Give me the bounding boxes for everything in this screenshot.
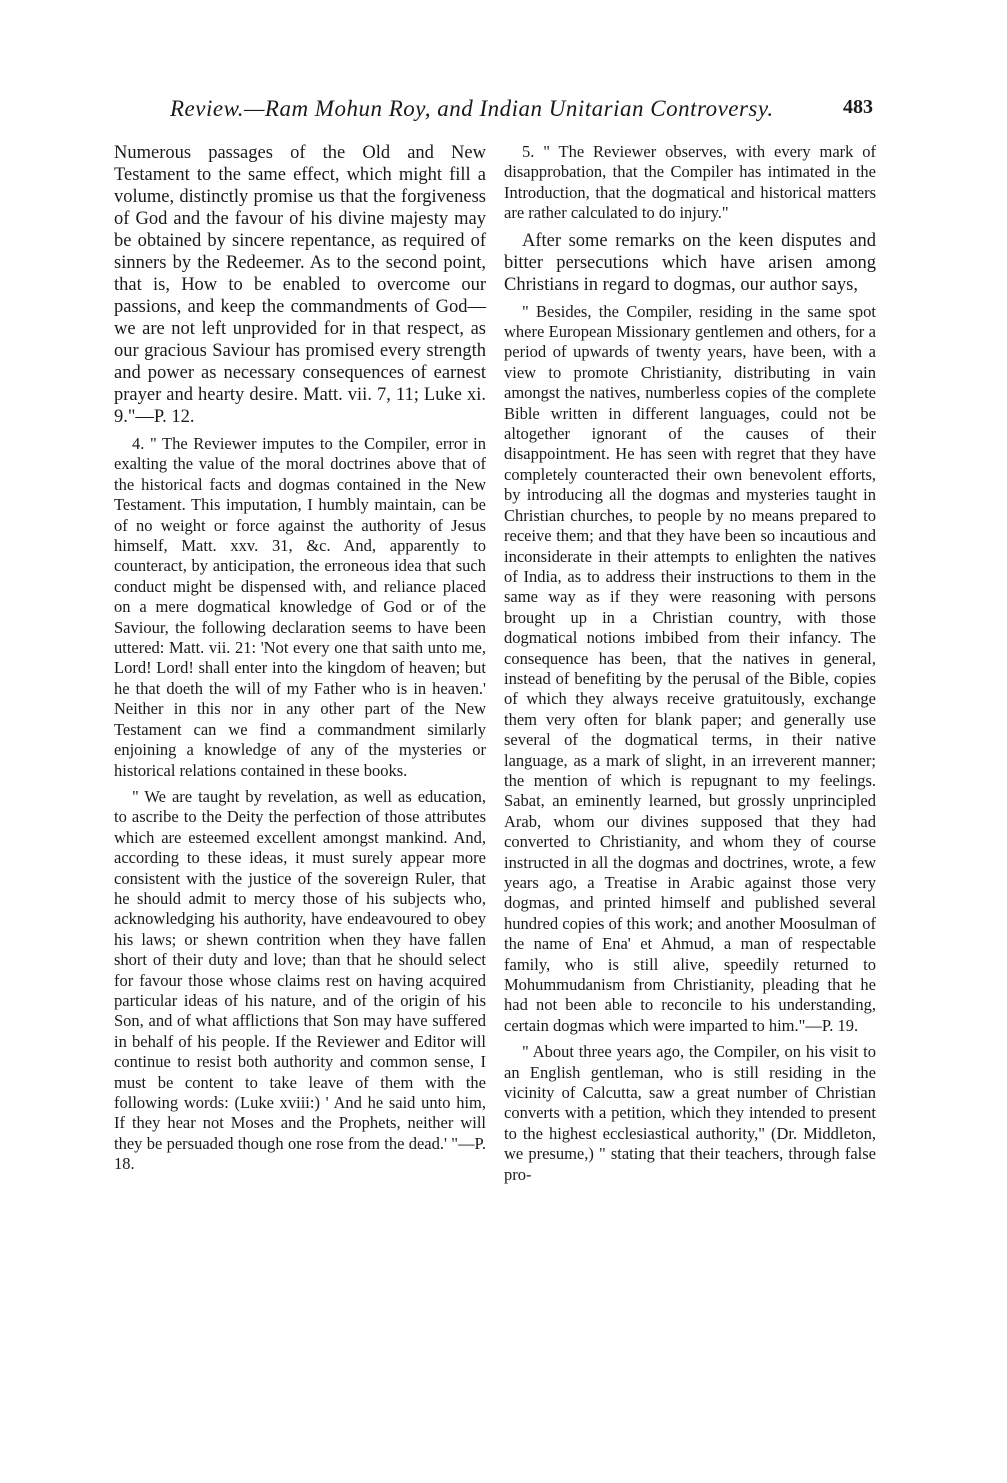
right-paragraph-3: " Besides, the Compiler, residing in the same spot where European Missionary gentlemen and others, for a period of upwards of twenty years, have been, with a view to promote Christianity, distributing in vain amongst the natives, numberless copies of the complete Bible written in different languages, could not be altogether ignorant of the causes of their disappointment. He has seen with regret that they have completely counteracted their own benevolent efforts, by introducing all the dogmas and mysteries taught in Christian churches, to people by no means prepared to receive them; and that they have been so incautious and inconsiderate in their attempts to enlighten the natives of India, as to address their instructions to them in the same way as if they were reasoning with persons brought up in a Christian country, with those dogmatical notions imbibed from their infancy. The consequence has been, that the natives in general, instead of benefiting by the perusal of the Bible, copies of which they always receive gratuitously, exchange them very often for blank paper; and generally use several of the dogmatical terms, in their native language, as a mark of slight, in an irreverent manner; the mention of which is repugnant to my feelings. Sabat, an eminently learned, but grossly unprincipled Arab, whom our divines supposed that they had converted to Christianity, and whom they of course instructed in all the dogmas and doctrines, wrote, a few years ago, a Treatise in Arabic against those very dogmas, and printed himself and published several hundred copies of this work; and another Moosulman of the name of Ena' et Ahmud, a man of respectable family, who is still alive, speedily returned to Mohummudanism from Christianity, pleading that he had not been able to reconcile to his understanding, certain dogmas which were imparted to him."—P. 19. [504, 301, 876, 1035]
page-number: 483 [843, 96, 873, 118]
left-paragraph-2: 4. " The Reviewer imputes to the Compiler, error in exalting the value of the moral doctrines above that of the historical facts and dogmas contained in the New Testament. This imputation, I humbly maintain, can be of no weight or force against the authority of Jesus himself, Matt. xxv. 31, &c. And, apparently to counteract, by anticipation, the erroneous idea that such conduct might be dispensed with, and reliance placed on a mere dogmatical knowledge of God or of the Saviour, the following declaration seems to have been uttered: Matt. vii. 21: 'Not every one that saith unto me, Lord! Lord! shall enter into the kingdom of heaven; but he that doeth the will of my Father who is in heaven.' Neither in this nor in any other part of the New Testament can we find a commandment similarly enjoining a knowledge of any of the mysteries or historical relations contained in these books. [114, 434, 486, 780]
left-paragraph-3: " We are taught by revelation, as well as education, to ascribe to the Deity the perfection of those attributes which are esteemed excellent amongst mankind. And, according to these ideas, it must surely appear more consistent with the justice of the sovereign Ruler, that he should admit to mercy those of his subjects who, acknowledging his authority, have endeavoured to obey his laws; or shewn contrition when they have fallen short of their duty and love; than that he should select for favour those whose claims rest on having acquired particular ideas of his nature, and of the origin of his Son, and of what afflictions that Son may have suffered in behalf of his people. If the Reviewer and Editor will continue to resist both authority and common sense, I must be content to take leave of them with the following words: (Luke xviii:) ' And he said unto him, If they hear not Moses and the Prophets, neither will they be persuaded though one rose from the dead.' "—P. 18. [114, 786, 486, 1174]
page-header [0, 96, 1007, 130]
right-paragraph-2: After some remarks on the keen disputes and bitter persecutions which have arisen among Christians in regard to dogmas, our author says, [504, 230, 876, 295]
right-paragraph-1: 5. " The Reviewer observes, with every mark of disapprobation, that the Compiler has intimated in the Introduction, that the dogmatical and historical matters are rather calculated to do injury." [504, 142, 876, 223]
left-column [114, 142, 486, 1181]
running-title: Review.—Ram Mohun Roy, and Indian Unitarian Controversy. [170, 96, 774, 121]
right-paragraph-4: " About three years ago, the Compiler, on his visit to an English gentleman, who is still residing in the vicinity of Calcutta, saw a great number of Christian converts with a petition, which they intended to present to the highest ecclesiastical authority," (Dr. Middleton, we presume,) " stating that their teachers, through false pro- [504, 1042, 876, 1184]
right-column [504, 142, 876, 1191]
left-paragraph-1: Numerous passages of the Old and New Testament to the same effect, which might fill a volume, distinctly promise us that the forgiveness of God and the favour of his divine majesty may be obtained by sincere repentance, as required of sinners by the Redeemer. As to the second point, that is, How to be enabled to overcome our passions, and keep the commandments of God—we are not left unprovided for in that respect, as our gracious Saviour has promised every strength and power as necessary consequences of earnest prayer and hearty desire. Matt. vii. 7, 11; Luke xi. 9."—P. 12. [114, 143, 486, 427]
